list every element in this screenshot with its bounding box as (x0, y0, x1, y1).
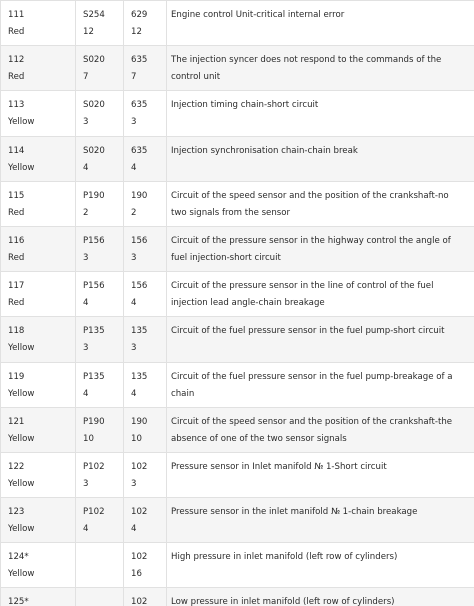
p-code-cell (76, 181, 124, 226)
fmi: 3 (131, 252, 137, 263)
fmi: 4 (131, 162, 137, 173)
table-row (1, 362, 474, 407)
fault-code: 111 (8, 10, 25, 20)
spn-cell (124, 181, 167, 226)
lamp-color: Red (8, 27, 25, 37)
p-code: S020 (83, 55, 105, 66)
table-row (1, 317, 474, 362)
p-code-cell (76, 136, 124, 181)
fmi: 10 (131, 433, 142, 444)
description-cell (167, 181, 474, 226)
description-cell (167, 226, 474, 271)
spn: 102 (131, 597, 148, 606)
p-subcode: 4 (83, 298, 89, 309)
lamp-color: Yellow (8, 569, 35, 580)
spn: 635 (131, 100, 148, 111)
description: Pressure sensor in the inlet manifold № 1-chain breakage (171, 507, 418, 518)
fault-code: 116 (8, 235, 25, 246)
description-cell (167, 407, 474, 452)
code-cell (1, 543, 76, 588)
fmi: 16 (131, 569, 142, 580)
description: Circuit of the pressure sensor in the line of control of the fuel injection lead angle-chain breakage (171, 281, 434, 309)
lamp-color: Yellow (8, 162, 35, 173)
description: Circuit of the speed sensor and the position of the crankshaft-the absence of one of the two sensor signals (171, 416, 453, 444)
fault-code: 114 (8, 145, 25, 156)
lamp-color: Red (8, 252, 25, 263)
p-code-cell (76, 498, 124, 543)
spn-cell (124, 498, 167, 543)
description: Circuit of the pressure sensor in the highway control the angle of fuel injection-short circuit (171, 235, 451, 263)
p-subcode: 3 (83, 478, 89, 489)
lamp-color: Yellow (8, 343, 35, 354)
lamp-color: Red (8, 207, 25, 218)
p-code-cell (76, 452, 124, 497)
spn-cell (124, 1, 167, 46)
description-cell (167, 317, 474, 362)
p-code: P156 (83, 235, 105, 246)
fault-code: 123 (8, 507, 25, 518)
table-row (1, 498, 474, 543)
code-cell (1, 317, 76, 362)
p-code-cell (76, 362, 124, 407)
p-code-cell (76, 226, 124, 271)
fmi: 4 (131, 524, 137, 535)
description: Injection synchronisation chain-chain break (171, 145, 358, 156)
code-cell (1, 452, 76, 497)
description-cell (167, 452, 474, 497)
lamp-color: Yellow (8, 433, 35, 444)
description-cell (167, 136, 474, 181)
code-cell (1, 362, 76, 407)
fault-code: 113 (8, 100, 25, 111)
table-row (1, 588, 474, 606)
table-row (1, 136, 474, 181)
spn-cell (124, 407, 167, 452)
fault-code: 115 (8, 190, 25, 201)
p-code-cell (76, 1, 124, 46)
spn: 102 (131, 507, 148, 518)
lamp-color: Yellow (8, 388, 35, 399)
spn: 190 (131, 416, 148, 427)
p-code-cell (76, 407, 124, 452)
fault-code: 125* (8, 597, 29, 606)
lamp-color: Yellow (8, 478, 35, 489)
fmi: 3 (131, 478, 137, 489)
description-cell (167, 272, 474, 317)
fault-code: 124* (8, 552, 29, 563)
fmi: 7 (131, 72, 137, 83)
description-cell (167, 498, 474, 543)
p-code: P135 (83, 371, 105, 382)
table-row (1, 272, 474, 317)
code-cell (1, 1, 76, 46)
code-cell (1, 181, 76, 226)
description-cell (167, 543, 474, 588)
lamp-color: Yellow (8, 524, 35, 535)
p-code-cell (76, 588, 124, 606)
spn: 135 (131, 371, 148, 382)
p-subcode: 3 (83, 117, 89, 128)
code-cell (1, 91, 76, 136)
table-row (1, 181, 474, 226)
fault-code: 118 (8, 326, 25, 337)
description-cell (167, 46, 474, 91)
code-cell (1, 407, 76, 452)
fmi: 3 (131, 343, 137, 354)
spn: 635 (131, 55, 148, 66)
lamp-color: Red (8, 298, 25, 309)
p-code: S020 (83, 100, 105, 111)
description-cell (167, 91, 474, 136)
description-cell (167, 1, 474, 46)
p-code: P102 (83, 461, 105, 472)
fault-code: 117 (8, 281, 25, 292)
description: Circuit of the fuel pressure sensor in the fuel pump-short circuit (171, 326, 445, 337)
p-code-cell (76, 543, 124, 588)
table-row (1, 91, 474, 136)
table-body (1, 1, 474, 606)
fault-code: 119 (8, 371, 25, 382)
spn: 635 (131, 145, 148, 156)
code-cell (1, 46, 76, 91)
spn-cell (124, 362, 167, 407)
fmi: 2 (131, 207, 137, 218)
code-cell (1, 498, 76, 543)
spn: 629 (131, 10, 148, 20)
table-row (1, 1, 474, 46)
p-code-cell (76, 91, 124, 136)
fmi: 4 (131, 298, 137, 309)
p-code: P156 (83, 281, 105, 292)
description-cell (167, 362, 474, 407)
description: Injection timing chain-short circuit (171, 100, 319, 111)
p-subcode: 4 (83, 388, 89, 399)
description: Circuit of the speed sensor and the position of the crankshaft-no two signals from the sensor (171, 190, 449, 218)
description-cell (167, 588, 474, 606)
code-cell (1, 136, 76, 181)
p-subcode: 7 (83, 72, 89, 83)
fmi: 4 (131, 388, 137, 399)
spn-cell (124, 226, 167, 271)
p-subcode: 10 (83, 433, 94, 444)
p-code: S020 (83, 145, 105, 156)
description: Low pressure in inlet manifold (left row of cylinders) (171, 597, 395, 606)
p-code: S254 (83, 10, 105, 20)
spn-cell (124, 91, 167, 136)
spn-cell (124, 46, 167, 91)
code-cell (1, 588, 76, 606)
spn: 190 (131, 190, 148, 201)
p-subcode: 12 (83, 27, 94, 37)
fault-code: 112 (8, 55, 25, 66)
fmi: 3 (131, 117, 137, 128)
p-subcode: 4 (83, 524, 89, 535)
p-code-cell (76, 317, 124, 362)
p-code: P135 (83, 326, 105, 337)
fault-code: 121 (8, 416, 25, 427)
description: Pressure sensor in Inlet manifold № 1-Short circuit (171, 461, 387, 472)
p-code-cell (76, 46, 124, 91)
table-row (1, 543, 474, 588)
spn-cell (124, 543, 167, 588)
spn: 102 (131, 461, 148, 472)
p-code: P190 (83, 190, 105, 201)
table-row (1, 407, 474, 452)
p-subcode: 4 (83, 162, 89, 173)
description: High pressure in inlet manifold (left row of cylinders) (171, 552, 398, 563)
p-code: P102 (83, 507, 105, 518)
spn-cell (124, 452, 167, 497)
table-row (1, 46, 474, 91)
spn-cell (124, 588, 167, 606)
spn: 135 (131, 326, 148, 337)
spn: 156 (131, 281, 148, 292)
lamp-color: Red (8, 72, 25, 83)
description: Engine control Unit-critical internal error (171, 10, 345, 20)
code-cell (1, 272, 76, 317)
p-subcode: 2 (83, 207, 89, 218)
description: The injection syncer does not respond to the commands of the control unit (171, 55, 442, 83)
spn-cell (124, 272, 167, 317)
table-row (1, 452, 474, 497)
lamp-color: Yellow (8, 117, 35, 128)
spn-cell (124, 317, 167, 362)
description: Circuit of the fuel pressure sensor in the fuel pump-breakage of a chain (171, 371, 453, 399)
spn: 102 (131, 552, 148, 563)
p-subcode: 3 (83, 252, 89, 263)
p-code: P190 (83, 416, 105, 427)
p-subcode: 3 (83, 343, 89, 354)
spn: 156 (131, 235, 148, 246)
p-code-cell (76, 272, 124, 317)
fmi: 12 (131, 27, 142, 37)
code-cell (1, 226, 76, 271)
spn-cell (124, 136, 167, 181)
table-row (1, 226, 474, 271)
fault-code: 122 (8, 461, 25, 472)
